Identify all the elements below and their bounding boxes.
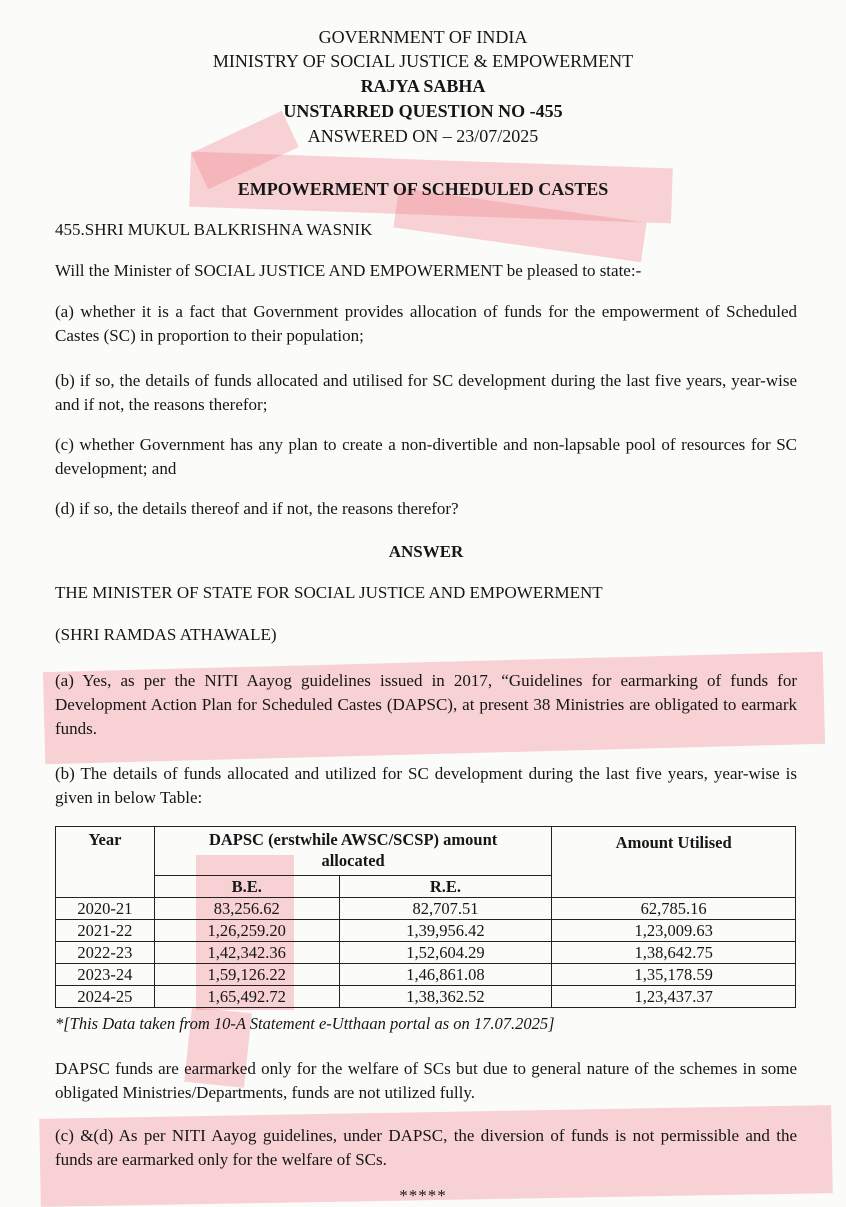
table-source-note: *[This Data taken from 10-A Statement e-Utthaan portal as on 17.07.2025] — [55, 1014, 555, 1033]
question-member: 455.SHRI MUKUL BALKRISHNA WASNIK — [55, 220, 373, 239]
table-header-row — [56, 827, 796, 876]
table-cell-utilised: 1,23,437.37 — [552, 986, 796, 1008]
table-header-year: Year — [56, 827, 155, 898]
end-marker: ***** — [399, 1186, 447, 1205]
table-cell-utilised: 62,785.16 — [552, 898, 796, 920]
header-government: GOVERNMENT OF INDIA — [318, 27, 528, 47]
table-cell-year: 2023-24 — [56, 964, 155, 986]
minister-title: THE MINISTER OF STATE FOR SOCIAL JUSTICE AND EMPOWERMENT — [55, 583, 603, 602]
header-answered-on: ANSWERED ON – 23/07/2025 — [307, 126, 539, 146]
question-part-a: (a) whether it is a fact that Government provides allocation of funds for the empowerment of Scheduled Castes (SC) in proportion to their population; — [55, 302, 797, 345]
table-cell-re: 1,52,604.29 — [339, 942, 552, 964]
table-cell-year: 2021-22 — [56, 920, 155, 942]
minister-name: (SHRI RAMDAS ATHAWALE) — [55, 625, 277, 644]
table-cell-be: 83,256.62 — [154, 898, 339, 920]
table-header-be: B.E. — [154, 876, 339, 898]
table-cell-utilised: 1,35,178.59 — [552, 964, 796, 986]
table-row — [56, 964, 796, 986]
table-row — [56, 898, 796, 920]
table-cell-be: 1,65,492.72 — [154, 986, 339, 1008]
table-cell-utilised: 1,38,642.75 — [552, 942, 796, 964]
answer-part-b: (b) The details of funds allocated and utilized for SC development during the last five years, year-wise is given in below Table: — [55, 764, 797, 807]
question-part-c: (c) whether Government has any plan to create a non-divertible and non-lapsable pool of resources for SC development; and — [55, 435, 797, 478]
table-header-allocated: DAPSC (erstwhile AWSC/SCSP) amount allocated — [154, 827, 551, 876]
table-cell-re: 1,39,956.42 — [339, 920, 552, 942]
table-cell-year: 2024-25 — [56, 986, 155, 1008]
answer-heading: ANSWER — [388, 542, 464, 561]
header-house: RAJYA SABHA — [360, 76, 486, 96]
funds-table — [55, 826, 796, 1008]
table-row — [56, 986, 796, 1008]
question-part-d: (d) if so, the details thereof and if not, the reasons therefor? — [55, 499, 459, 518]
table-cell-re: 1,38,362.52 — [339, 986, 552, 1008]
table-cell-be: 1,59,126.22 — [154, 964, 339, 986]
table-cell-be: 1,42,342.36 — [154, 942, 339, 964]
answer-part-cd: (c) &(d) As per NITI Aayog guidelines, under DAPSC, the diversion of funds is not permissible and the funds are earmarked only for the welfare of SCs. — [55, 1126, 797, 1169]
table-header-utilised: Amount Utilised — [552, 827, 796, 898]
table-cell-year: 2022-23 — [56, 942, 155, 964]
table-cell-re: 1,46,861.08 — [339, 964, 552, 986]
table-header-re: R.E. — [339, 876, 552, 898]
table-row — [56, 920, 796, 942]
subject-title: EMPOWERMENT OF SCHEDULED CASTES — [237, 179, 609, 199]
answer-part-a: (a) Yes, as per the NITI Aayog guidelines issued in 2017, “Guidelines for earmarking of funds for Development Action Plan for Scheduled Castes (DAPSC), at present 38 Ministries are obligated to earmark funds. — [55, 671, 797, 738]
table-cell-be: 1,26,259.20 — [154, 920, 339, 942]
table-cell-re: 82,707.51 — [339, 898, 552, 920]
header-ministry: MINISTRY OF SOCIAL JUSTICE & EMPOWERMENT — [212, 51, 634, 71]
table-cell-year: 2020-21 — [56, 898, 155, 920]
question-intro: Will the Minister of SOCIAL JUSTICE AND EMPOWERMENT be pleased to state:- — [55, 261, 642, 280]
dapsc-note: DAPSC funds are earmarked only for the welfare of SCs but due to general nature of the schemes in some obligated Ministries/Departments, funds are not utilized fully. — [55, 1059, 797, 1102]
header-question-number: UNSTARRED QUESTION NO -455 — [283, 101, 563, 121]
table-row — [56, 942, 796, 964]
table-cell-utilised: 1,23,009.63 — [552, 920, 796, 942]
question-part-b: (b) if so, the details of funds allocated and utilised for SC development during the last five years, year-wise and if not, the reasons therefor; — [55, 371, 797, 414]
